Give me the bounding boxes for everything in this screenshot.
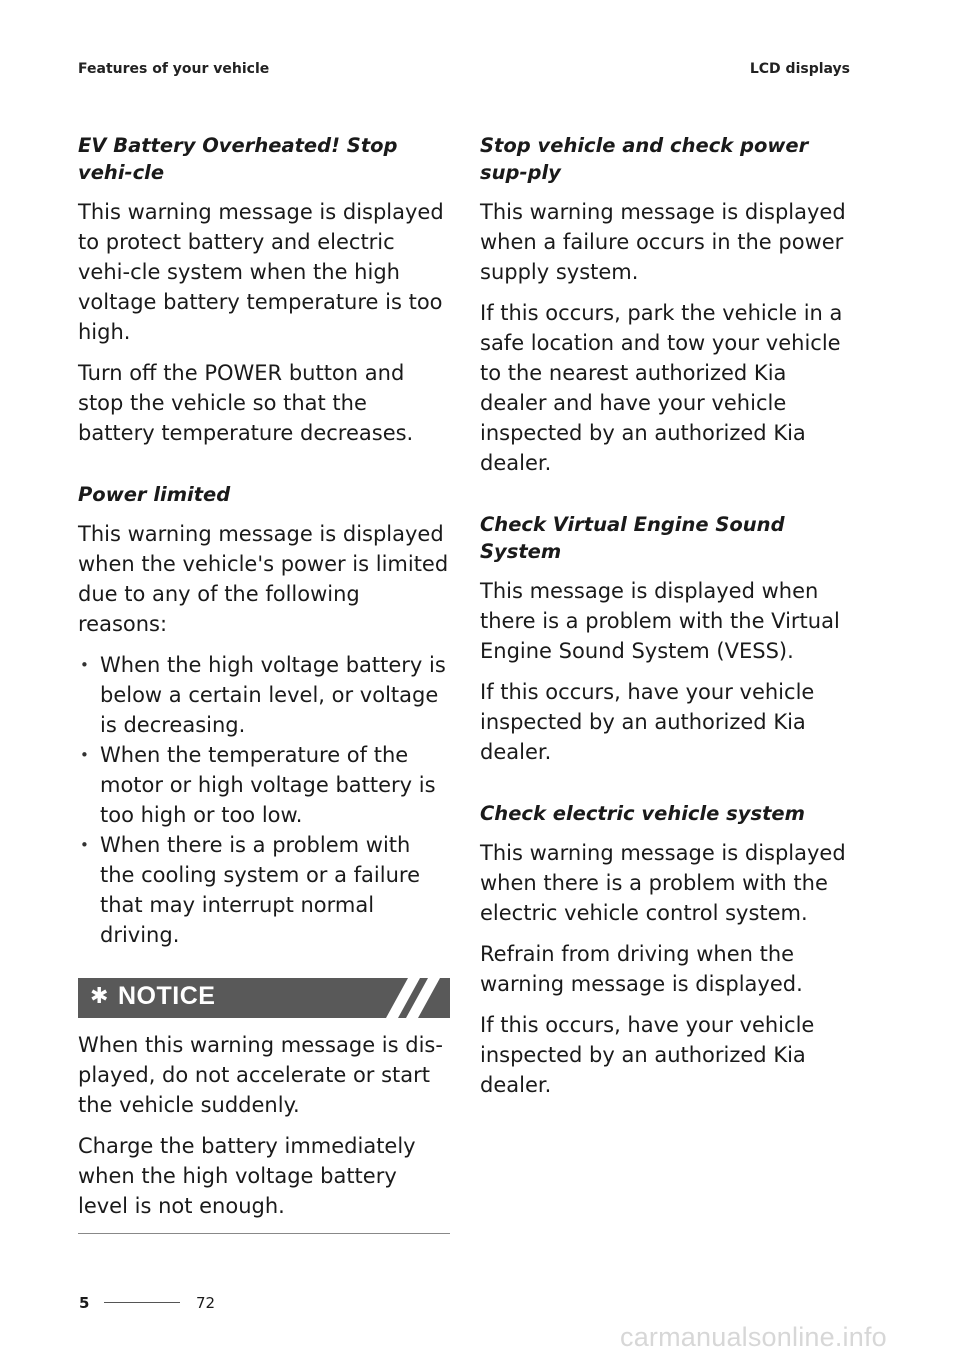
notice-paragraph: When this warning message is dis-played, do not accelerate or start the vehicle suddenly. (78, 1033, 443, 1117)
paragraph: This warning message is displayed when a failure occurs in the power supply system. (480, 200, 846, 284)
paragraph: This warning message is displayed to protect battery and electric vehi-cle system when the high voltage battery temperature is too high. (78, 200, 444, 344)
paragraph: Turn off the POWER button and stop the vehicle so that the battery temperature decreases. (78, 361, 414, 445)
footer-divider (104, 1302, 180, 1303)
watermark: carmanualsonline.info (620, 1322, 887, 1352)
paragraph: Refrain from driving when the warning message is displayed. (480, 942, 803, 996)
asterisk-icon: ✱ (90, 984, 109, 1009)
notice-banner (78, 978, 450, 1018)
list-item: • When there is a problem with the cooling system or a failure that may interrupt normal driving. (78, 830, 450, 950)
list-item: • When the high voltage battery is below a certain level, or voltage is decreasing. (78, 650, 450, 740)
divider (78, 1233, 450, 1234)
paragraph: If this occurs, park the vehicle in a safe location and tow your vehicle to the nearest authorized Kia dealer and have your vehicle inspected by an authorized Kia dealer. (480, 301, 843, 475)
left-column (78, 132, 450, 1234)
running-header-left: Features of your vehicle (78, 61, 270, 77)
paragraph: If this occurs, have your vehicle inspected by an authorized Kia dealer. (480, 680, 815, 764)
notice-paragraph: Charge the battery immediately when the high voltage battery level is not enough. (78, 1134, 416, 1218)
heading-check-vess: Check Virtual Engine Sound System (480, 513, 785, 563)
heading-check-ev-system: Check electric vehicle system (480, 802, 805, 825)
paragraph: This message is displayed when there is a problem with the Virtual Engine Sound System (VESS). (480, 579, 840, 663)
list-item: • When the temperature of the motor or high voltage battery is too high or too low. (78, 740, 450, 830)
page-number: 72 (196, 1294, 216, 1312)
reason-list (78, 650, 450, 950)
paragraph: This warning message is displayed when there is a problem with the electric vehicle control system. (480, 841, 846, 925)
notice-title: NOTICE (118, 982, 216, 1010)
heading-power-limited: Power limited (78, 483, 231, 506)
paragraph: If this occurs, have your vehicle inspected by an authorized Kia dealer. (480, 1013, 815, 1097)
section-number: 5 (79, 1294, 90, 1312)
heading-stop-vehicle: Stop vehicle and check power sup-ply (480, 134, 809, 184)
paragraph: This warning message is displayed when the vehicle's power is limited due to any of the following reasons: (78, 522, 449, 636)
right-column (480, 132, 855, 1111)
double-slash-icon (380, 978, 450, 1018)
heading-ev-battery-overheated: EV Battery Overheated! Stop vehi-cle (78, 134, 398, 184)
running-header-right: LCD displays (749, 61, 850, 77)
